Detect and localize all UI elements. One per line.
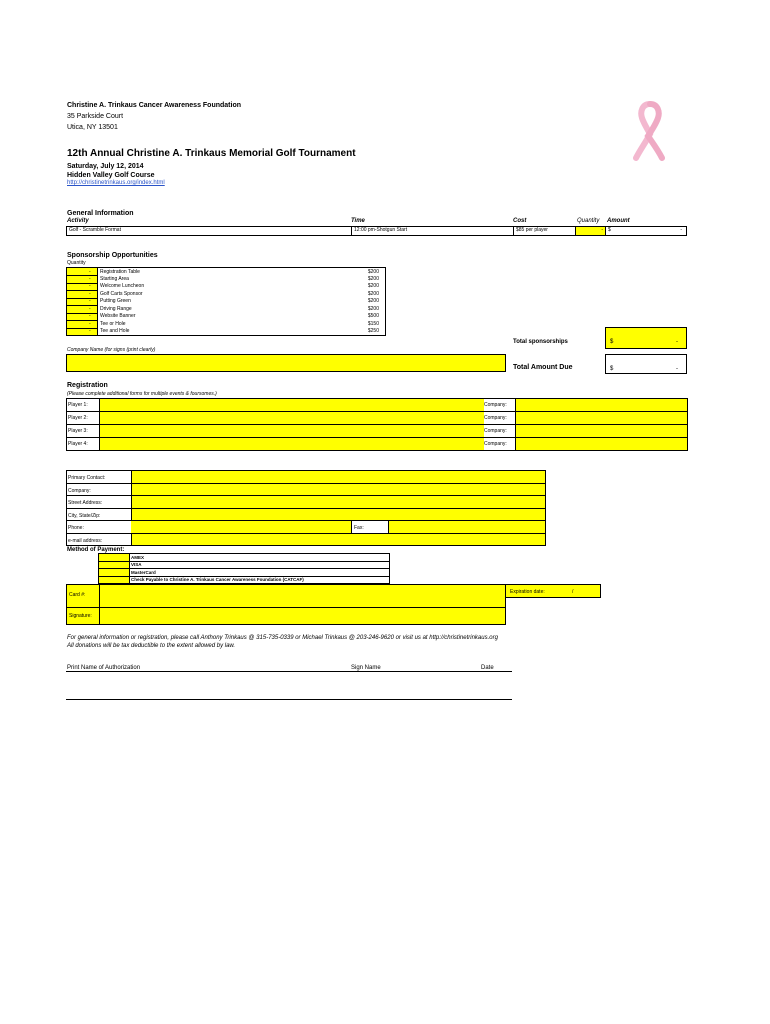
signature-line-top: [66, 671, 512, 672]
player-company-divider: [515, 425, 516, 437]
contact-label: City, State/Zip:: [68, 512, 101, 519]
sponsorship-item-name: Putting Green: [100, 298, 131, 305]
sponsorship-item-price: $200: [367, 290, 379, 297]
sponsorship-item-price: $250: [367, 328, 379, 335]
player-label: Player 1:: [68, 402, 88, 408]
payment-option-divider: [129, 577, 130, 584]
contact-phone-label: Phone:: [68, 525, 84, 531]
sponsorship-row-divider: [67, 320, 97, 321]
activity-cell: [66, 226, 352, 236]
quantity-value: -: [601, 227, 603, 233]
player-company-label: Company:: [484, 441, 507, 447]
player-company-label: Company:: [484, 402, 507, 408]
player-divider: [99, 412, 100, 424]
sponsorship-qty[interactable]: -: [89, 290, 91, 297]
sponsorship-item-name: Golf Carts Sponsor: [100, 290, 143, 297]
col-cost-header: Cost: [513, 218, 527, 224]
sponsorship-qty[interactable]: -: [89, 305, 91, 312]
sponsorship-row-divider: [67, 298, 97, 299]
sponsorship-item-name: Starting Area: [100, 275, 129, 282]
total-amount-due-label: Total Amount Due: [513, 364, 573, 371]
player-name-input[interactable]: [99, 438, 484, 450]
contact-input[interactable]: [131, 471, 545, 483]
registration-section-title: Registration: [67, 382, 108, 389]
sponsorship-item-name: Website Banner: [100, 313, 136, 320]
sponsorship-section-title: Sponsorship Opportunities: [67, 252, 158, 259]
payment-option-label: Check Payable to Christine A. Trinkaus Cancer Awareness Foundation (CATCAF): [131, 577, 304, 582]
payment-option-label: VISA: [131, 562, 142, 567]
contact-row: [66, 533, 546, 547]
sponsorship-item-price: $200: [367, 275, 379, 282]
card-number-divider: [99, 585, 100, 607]
footer-tax-note: All donations will be tax deductible to the extent allowed by law.: [67, 643, 236, 649]
print-name-label: Print Name of Authorization: [67, 665, 141, 671]
contact-row: [66, 483, 546, 497]
player-name-input[interactable]: [99, 399, 484, 411]
player-label: Player 3:: [68, 428, 88, 434]
signature-label: Signature:: [69, 613, 92, 619]
activity-value: Golf - Scramble Format: [69, 227, 121, 233]
players-table: [66, 398, 688, 450]
sponsorship-item-name: Registration Table: [100, 268, 140, 275]
sponsorship-row-divider: [67, 283, 97, 284]
fax-input-divider: [388, 521, 389, 533]
contact-label: e-mail address:: [68, 537, 103, 544]
sponsorship-item-name: Tee and Hole: [100, 328, 130, 335]
total-amount-due-value: -: [676, 366, 678, 372]
player-label: Player 2:: [68, 415, 88, 421]
contact-row: [66, 495, 546, 509]
player-name-input[interactable]: [99, 412, 484, 424]
contact-input[interactable]: [131, 496, 545, 508]
expiration-date-slash: /: [572, 589, 574, 595]
player-company-input[interactable]: [515, 438, 687, 450]
time-value: 12:00 pm-Shotgun Start: [354, 227, 408, 233]
sponsorship-item-name: Tee or Hole: [100, 320, 126, 327]
quantity-input[interactable]: [575, 226, 606, 236]
event-title: 12th Annual Christine A. Trinkaus Memorial Golf Tournament: [67, 148, 356, 159]
sponsorship-qty[interactable]: -: [89, 283, 91, 290]
player-row: [66, 398, 688, 412]
col-amount-header: Amount: [607, 218, 630, 224]
player-company-divider: [515, 438, 516, 450]
contact-label: Street Address:: [68, 500, 103, 506]
payment-options-table: [98, 553, 390, 583]
sponsorship-item-price: $200: [367, 268, 379, 275]
cost-cell: [513, 226, 576, 236]
payment-option-row[interactable]: [98, 576, 390, 585]
sponsorship-item-name: Driving Range: [100, 305, 132, 312]
payment-option-checkbox[interactable]: [99, 577, 129, 584]
signature-input[interactable]: [66, 607, 506, 625]
event-url-link[interactable]: http://christinetrinkaus.org/index.html: [67, 180, 165, 186]
player-divider: [99, 438, 100, 450]
time-cell: [351, 226, 514, 236]
org-name: Christine A. Trinkaus Cancer Awareness Foundation: [67, 102, 242, 109]
sponsorship-item-price: $200: [367, 298, 379, 305]
amount-currency: $: [608, 227, 611, 233]
col-activity-header: Activity: [67, 218, 89, 224]
player-company-label: Company:: [484, 415, 507, 421]
contact-label: Company:: [68, 487, 91, 494]
event-date: Saturday, July 12, 2014: [67, 163, 144, 170]
player-company-divider: [515, 412, 516, 424]
player-company-divider: [515, 399, 516, 411]
sponsorship-qty[interactable]: -: [89, 313, 91, 320]
signature-line-bottom: [66, 699, 512, 700]
card-number-input[interactable]: [66, 584, 506, 608]
col-time-header: Time: [351, 218, 365, 224]
sponsorship-qty[interactable]: -: [89, 268, 91, 275]
event-venue: Hidden Valley Golf Course: [67, 172, 155, 179]
contact-row: [66, 470, 546, 484]
contact-input[interactable]: [131, 534, 545, 546]
company-signs-label: Company Name (for signs (print clearly): [67, 347, 156, 353]
sponsorship-item-name: Welcome Luncheon: [100, 283, 145, 290]
signature-divider: [99, 608, 100, 624]
org-address-line2: Utica, NY 13501: [67, 124, 118, 131]
contact-divider: [131, 471, 132, 483]
payment-option-label: MasterCard: [131, 569, 156, 575]
sponsorship-table: [66, 267, 386, 336]
expiration-date-label: Expiration date:: [510, 589, 545, 595]
contact-divider: [131, 496, 132, 508]
amount-value: -: [680, 227, 682, 233]
registration-note: (Please complete additional forms for multiple events & foursomes.): [67, 391, 217, 397]
cost-value: $85 per player: [516, 227, 548, 233]
contact-divider: [131, 534, 132, 546]
sponsorship-qty[interactable]: -: [89, 328, 91, 335]
player-divider: [99, 399, 100, 411]
contact-row: [66, 520, 546, 534]
sponsorship-qty[interactable]: -: [89, 320, 91, 327]
contact-fax-label: Fax:: [354, 525, 364, 531]
col-quantity-header: Quantity: [577, 218, 600, 224]
footer-info: For general information or registration, please call Anthony Trinkaus @ 315-735-0339 or Michael Trinkaus @ 203-246-9620 or visit us at http://christinetrinkaus.org: [67, 635, 498, 641]
amount-cell: [605, 226, 687, 236]
player-row: [66, 424, 688, 438]
player-company-input[interactable]: [515, 412, 687, 424]
sponsorship-row-divider: [67, 305, 97, 306]
total-amount-due-field: [605, 354, 687, 374]
total-sponsorships-field: [605, 327, 687, 349]
player-name-input[interactable]: [99, 425, 484, 437]
payment-method-title: Method of Payment:: [67, 547, 125, 553]
pink-ribbon-icon: [628, 100, 672, 162]
sign-name-label: Sign Name: [351, 665, 381, 671]
contact-table: [66, 470, 546, 545]
player-row: [66, 437, 688, 451]
org-address-line1: 35 Parkside Court: [67, 113, 124, 120]
contact-input[interactable]: [131, 509, 545, 521]
sponsorship-quantity-label: Quantity: [67, 260, 86, 266]
contact-divider: [131, 484, 132, 496]
player-label: Player 4:: [68, 441, 88, 447]
sponsorship-row-divider: [67, 275, 97, 276]
total-sponsorships-label: Total sponsorships: [513, 339, 568, 345]
contact-label: Primary Contact:: [68, 475, 106, 481]
expiration-date-input[interactable]: [505, 584, 601, 598]
sponsorship-item-price: $200: [367, 305, 379, 312]
player-company-input[interactable]: [515, 399, 687, 411]
sponsorship-qty[interactable]: -: [89, 275, 91, 282]
total-amount-due-currency: $: [610, 366, 614, 372]
company-signs-input[interactable]: [66, 354, 506, 372]
contact-divider: [131, 509, 132, 521]
card-number-label: Card #:: [69, 592, 86, 598]
sponsorship-row-divider: [67, 313, 97, 314]
sponsorship-qty[interactable]: -: [89, 298, 91, 305]
contact-input[interactable]: [131, 484, 545, 496]
general-section-title: General Information: [67, 210, 134, 217]
total-sponsorships-value: -: [676, 339, 678, 345]
sponsorship-item-price: $200: [367, 283, 379, 290]
player-company-label: Company:: [484, 428, 507, 434]
total-sponsorships-currency: $: [610, 339, 614, 345]
date-label: Date: [481, 665, 494, 671]
sponsorship-row-divider: [67, 328, 97, 329]
payment-option-label: AMEX: [131, 554, 145, 560]
sponsorship-item-price: $500: [367, 313, 379, 320]
contact-row: [66, 508, 546, 522]
sponsorship-item-price: $150: [367, 320, 379, 327]
player-row: [66, 411, 688, 425]
sponsorship-row-divider: [67, 290, 97, 291]
player-company-input[interactable]: [515, 425, 687, 437]
player-divider: [99, 425, 100, 437]
phone-input[interactable]: [131, 521, 351, 533]
